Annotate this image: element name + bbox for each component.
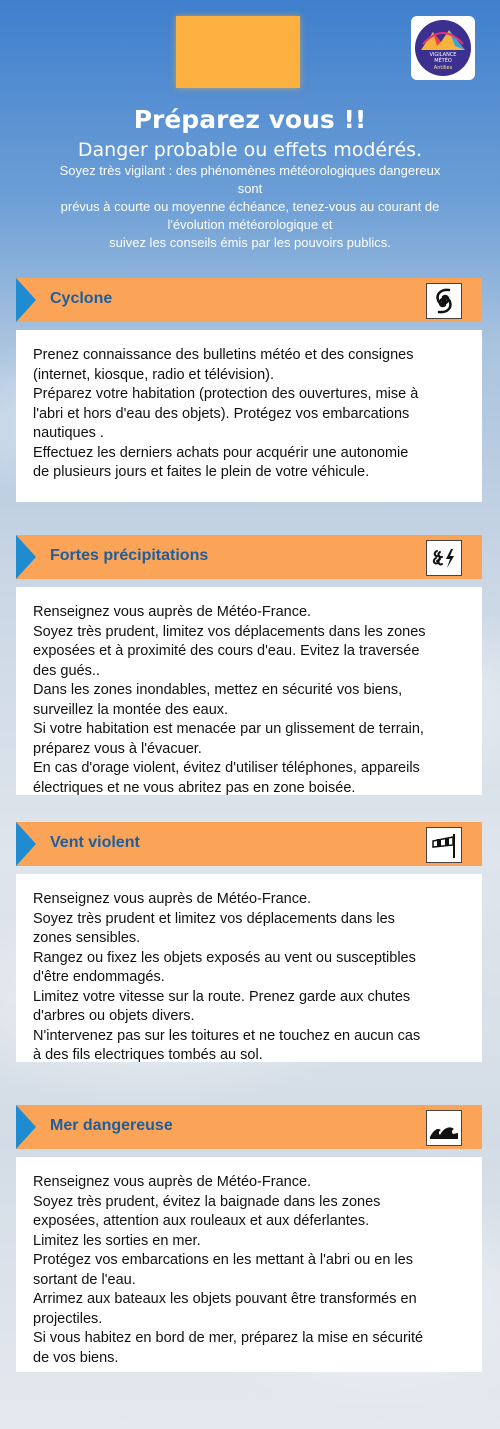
advice-line: exposées et à proximité des cours d'eau. Evitez la traversée: [33, 643, 420, 659]
advice-line: En cas d'orage violent, évitez d'utiliser téléphones, appareils: [33, 760, 420, 776]
advice-line: (internet, kiosque, radio et télévision).: [33, 366, 274, 383]
advice-line: préparez vous à l'évacuer.: [33, 740, 202, 757]
arrow-marker: [16, 822, 36, 866]
advice-line: Renseignez vous auprès de Météo-France.: [33, 891, 312, 907]
advice-line: Dans les zones inondables, mettez en sécurité vos biens,: [33, 682, 403, 698]
section-title: Fortes précipitations: [50, 547, 209, 564]
section-title: Cyclone: [50, 290, 113, 307]
advice-line: N'intervenez pas sur les toitures et ne touchez en aucun cas: [33, 1027, 421, 1044]
advice-line: Arrimez aux bateaux les objets pouvant être transformés en: [33, 1291, 417, 1307]
advice-line: sortant de l'eau.: [33, 1271, 136, 1288]
logo-line-2: MÉTÉO: [434, 58, 452, 64]
page-title: Préparez vous !!: [133, 105, 367, 134]
advice-line: des gués..: [33, 662, 100, 679]
page-subtitle: Danger probable ou effets modérés.: [77, 139, 423, 161]
section-header-vent-violent: [16, 822, 482, 866]
advice-line: Limitez les sorties en mer.: [33, 1232, 201, 1249]
advice-line: surveillez la montée des eaux.: [33, 701, 229, 718]
advice-line: Prenez connaissance des bulletins météo et des consignes: [33, 347, 414, 363]
advice-line: Soyez très prudent, limitez vos déplacements dans les zones: [33, 623, 426, 640]
windsock-icon: [426, 827, 462, 863]
advice-line: de vos biens.: [33, 1349, 119, 1366]
advice-line: projectiles.: [33, 1310, 103, 1327]
advice-line: de plusieurs jours et faites le plein de votre véhicule.: [33, 464, 370, 480]
orange-vigilance-square: [176, 16, 300, 88]
page-header: [0, 104, 500, 252]
advice-line: à des fils electriques tombés au sol.: [33, 1047, 263, 1063]
section-title: Vent violent: [50, 834, 140, 851]
advice-line: électriques et ne vous abritez pas en zone boisée.: [33, 779, 356, 796]
section-header-fortes-precipitations: [16, 535, 482, 579]
arrow-marker: [16, 278, 36, 322]
advice-line: d'arbres ou objets divers.: [33, 1008, 195, 1024]
section-header-mer-dangereuse: [16, 1105, 482, 1149]
section-title: Mer dangereuse: [50, 1117, 173, 1134]
rain-storm-icon: [426, 540, 462, 576]
advice-line: Limitez votre vitesse sur la route. Prenez garde aux chutes: [33, 988, 411, 1005]
logo-line-3: Antilles: [433, 65, 453, 71]
advice-line: Renseignez vous auprès de Météo-France.: [33, 1174, 312, 1190]
section-header-cyclone: [16, 278, 482, 322]
advice-line: Soyez très prudent et limitez vos déplacements dans les: [33, 910, 395, 927]
advice-line: zones sensibles.: [33, 930, 141, 946]
description-line: Soyez très vigilant : des phénomènes météorologiques dangereux sont: [59, 163, 441, 196]
section-body-vent-violent: [16, 874, 482, 1062]
description-line: l'évolution météorologique et: [167, 217, 333, 232]
description-line: prévus à courte ou moyenne échéance, tenez-vous au courant de: [60, 199, 440, 214]
cyclone-icon: [426, 283, 462, 319]
page-description: [50, 162, 450, 252]
advice-line: d'être endommagés.: [33, 969, 165, 985]
advice-line: exposées, attention aux rouleaux et aux déferlantes.: [33, 1213, 370, 1229]
advice-line: Préparez votre habitation (protection des ouvertures, mise à: [33, 386, 419, 402]
arrow-marker: [16, 1105, 36, 1149]
advice-line: Renseignez vous auprès de Météo-France.: [33, 604, 312, 620]
vigilance-meteo-logo: [411, 16, 475, 80]
waves-icon: [426, 1110, 462, 1146]
advice-line: Soyez très prudent, évitez la baignade dans les zones: [33, 1193, 381, 1210]
advice-line: Rangez ou fixez les objets exposés au vent ou susceptibles: [33, 949, 416, 966]
advice-line: Protégez vos embarcations en les mettant à l'abri ou en les: [33, 1252, 413, 1268]
section-body-mer-dangereuse: [16, 1157, 482, 1372]
advice-line: Effectuez les derniers achats pour acquérir une autonomie: [33, 444, 409, 461]
section-body-fortes-precipitations: [16, 587, 482, 795]
advice-line: nautiques .: [33, 425, 104, 441]
advice-line: l'abri et hors d'eau des objets). Protégez vos embarcations: [33, 405, 410, 422]
logo-line-1: VIGILANCE: [429, 52, 457, 58]
section-body-cyclone: [16, 330, 482, 502]
arrow-marker: [16, 535, 36, 579]
advice-line: Si votre habitation est menacée par un glissement de terrain,: [33, 721, 424, 737]
description-line: suivez les conseils émis par les pouvoirs publics.: [109, 235, 391, 250]
advice-line: Si vous habitez en bord de mer, préparez la mise en sécurité: [33, 1330, 424, 1346]
